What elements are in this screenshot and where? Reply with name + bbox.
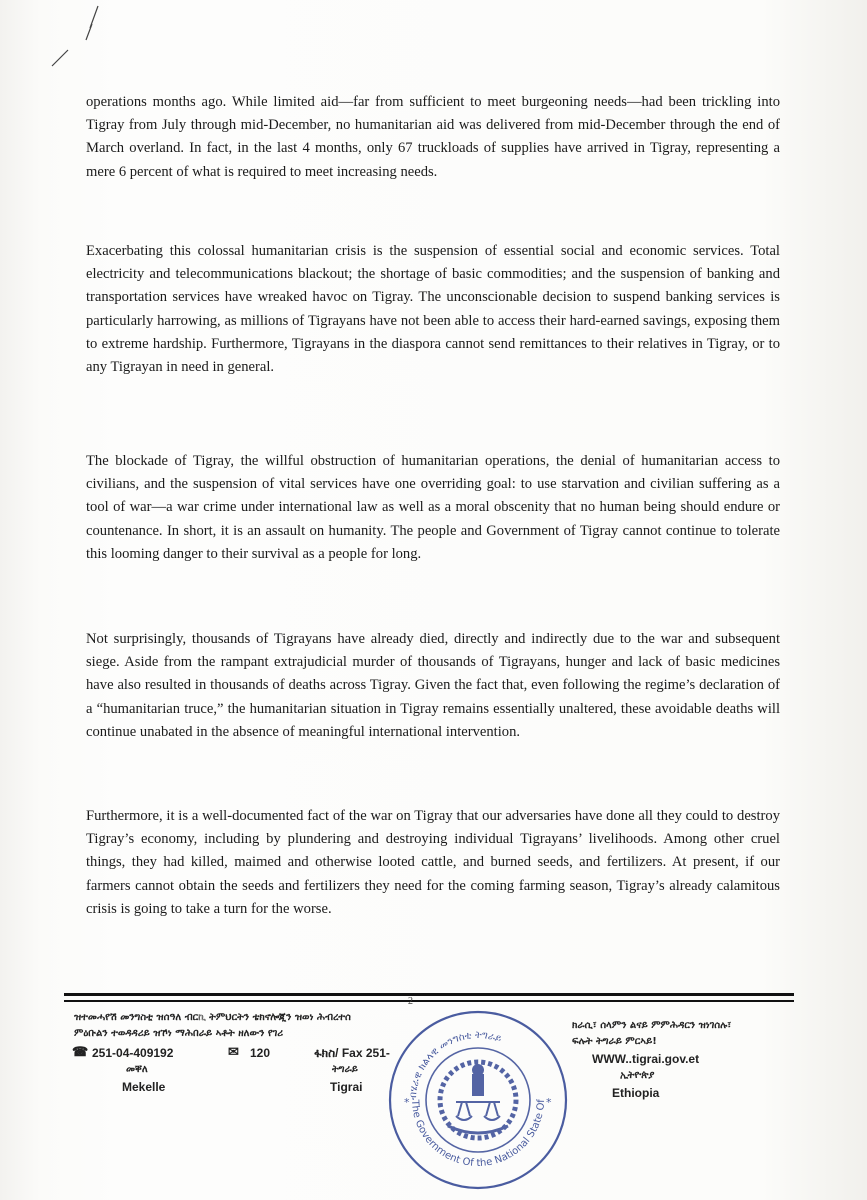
- seal-outer-text: The Government Of the National State Of: [408, 1099, 548, 1170]
- footer-right-line-1: ክራሲ፣ ሰላምን ልናይ ምምሕዳርን ዝነገሰሉ፣: [572, 1020, 732, 1031]
- fax-number: ፋክስ/ Fax 251-: [314, 1046, 390, 1060]
- paragraph-2: Exacerbating this colossal humanitarian crisis is the suspension of essential social and economic services. Total electricity and telecommunications blackout; the shortage of basic commodities; and the suspension of banking and transportation services have wreaked havoc on Tigray. The unconscionable decision to suspend banking services is particularly harrowing, as millions of Tigrayans have not been able to access their hard-earned savings, exposing them to extreme hardship. Furthermore, Tigrayans in the diaspora cannot send remittances to their relatives in Tigray, or to any Tigrayan in need in general.: [86, 243, 780, 376]
- country-amharic: ኢትዮጵያ: [620, 1070, 655, 1081]
- footer-right-line-2: ፍሉት ትግራይ ምርኣይ!: [572, 1036, 657, 1047]
- city-name: Mekelle: [122, 1080, 166, 1094]
- city-amharic: መቐለ: [126, 1064, 148, 1075]
- seal-top-text: ብሄራዊ ክልላዊ መንግስቲ ትግራይ: [407, 1029, 503, 1101]
- region-name: Tigrai: [330, 1080, 363, 1094]
- region-amharic: ትግራይ: [332, 1064, 358, 1075]
- phone-number: 251-04-409192: [92, 1046, 174, 1060]
- country-name: Ethiopia: [612, 1086, 660, 1100]
- seal-emblem: [440, 1062, 516, 1138]
- envelope-icon: ✉: [228, 1044, 239, 1059]
- paragraph-3: The blockade of Tigray, the willful obstruction of humanitarian operations, the denial of humanitarian access to civilians, and the suspension of vital services have one overriding goal: to use starvation and civilian suffering as a tool of war—a war crime under international law as well as a moral obscenity that no human being should endure or countenance. In short, it is an assault on humanity. The people and Government of Tigray cannot continue to tolerate this looming danger to their survival as a people for long.: [86, 453, 780, 562]
- phone-icon: ☎: [72, 1044, 89, 1059]
- pen-mark: [40, 0, 120, 80]
- paragraph-5: Furthermore, it is a well-documented fact of the war on Tigray that our adversaries have done all they could to destroy Tigray’s economy, including by plundering and destroying individual Tigrayans’ livelihoods. Among other cruel things, they had killed, maimed and otherwise looted cattle, and burned seeds, and fertilizers. At present, if our farmers cannot obtain the seeds and fertilizers they need for the coming farming season, Tigray’s already calamitous crisis is going to take a turn for the worse.: [86, 808, 780, 917]
- svg-text:*: *: [546, 1096, 552, 1109]
- po-box: 120: [250, 1046, 271, 1060]
- footer-rule-thick: [64, 993, 794, 996]
- footer-rule-thin: [64, 1000, 794, 1002]
- website-url: WWW..tigrai.gov.et: [592, 1052, 700, 1066]
- page-number: 2: [408, 996, 413, 1007]
- government-seal-stamp: [382, 1008, 574, 1192]
- footer-office-line-2: ምዕቡልን ተወዳዳሪይ ዝኾነ ማሕበራይ ኣቶት ዘለውን የገሪ: [74, 1028, 284, 1039]
- paragraph-1: operations months ago. While limited aid—far from sufficient to meet burgeoning needs—had been trickling into Tigray from July through mid-December, no humanitarian aid was delivered from mid-December through the end of March overland. In fact, in the last 4 months, only 67 truckloads of supplies have arrived in Tigray, representing a mere 6 percent of what is required to meet increasing needs.: [86, 94, 780, 180]
- paragraph-4: Not surprisingly, thousands of Tigrayans have already died, directly and indirectly due to the war and subsequent siege. Aside from the rampant extrajudicial murder of thousands of Tigrayans, hunger and lack of basic medicines have also resulted in thousands of deaths across Tigray. Given the fact that, even following the regime’s declaration of a “humanitarian truce,” the humanitarian situation in Tigray remains essentially unaltered, these avoidable deaths will continue unabated in the absence of meaningful international intervention.: [86, 631, 780, 740]
- svg-text:*: *: [404, 1096, 410, 1109]
- footer-office-line-1: ዝተመሓየሽ መንግስቲ ዝሰዓለ ብርኪ ትምህርትን ቴክኖሎጂን ዝወነ ሕብረተሰ: [74, 1012, 351, 1023]
